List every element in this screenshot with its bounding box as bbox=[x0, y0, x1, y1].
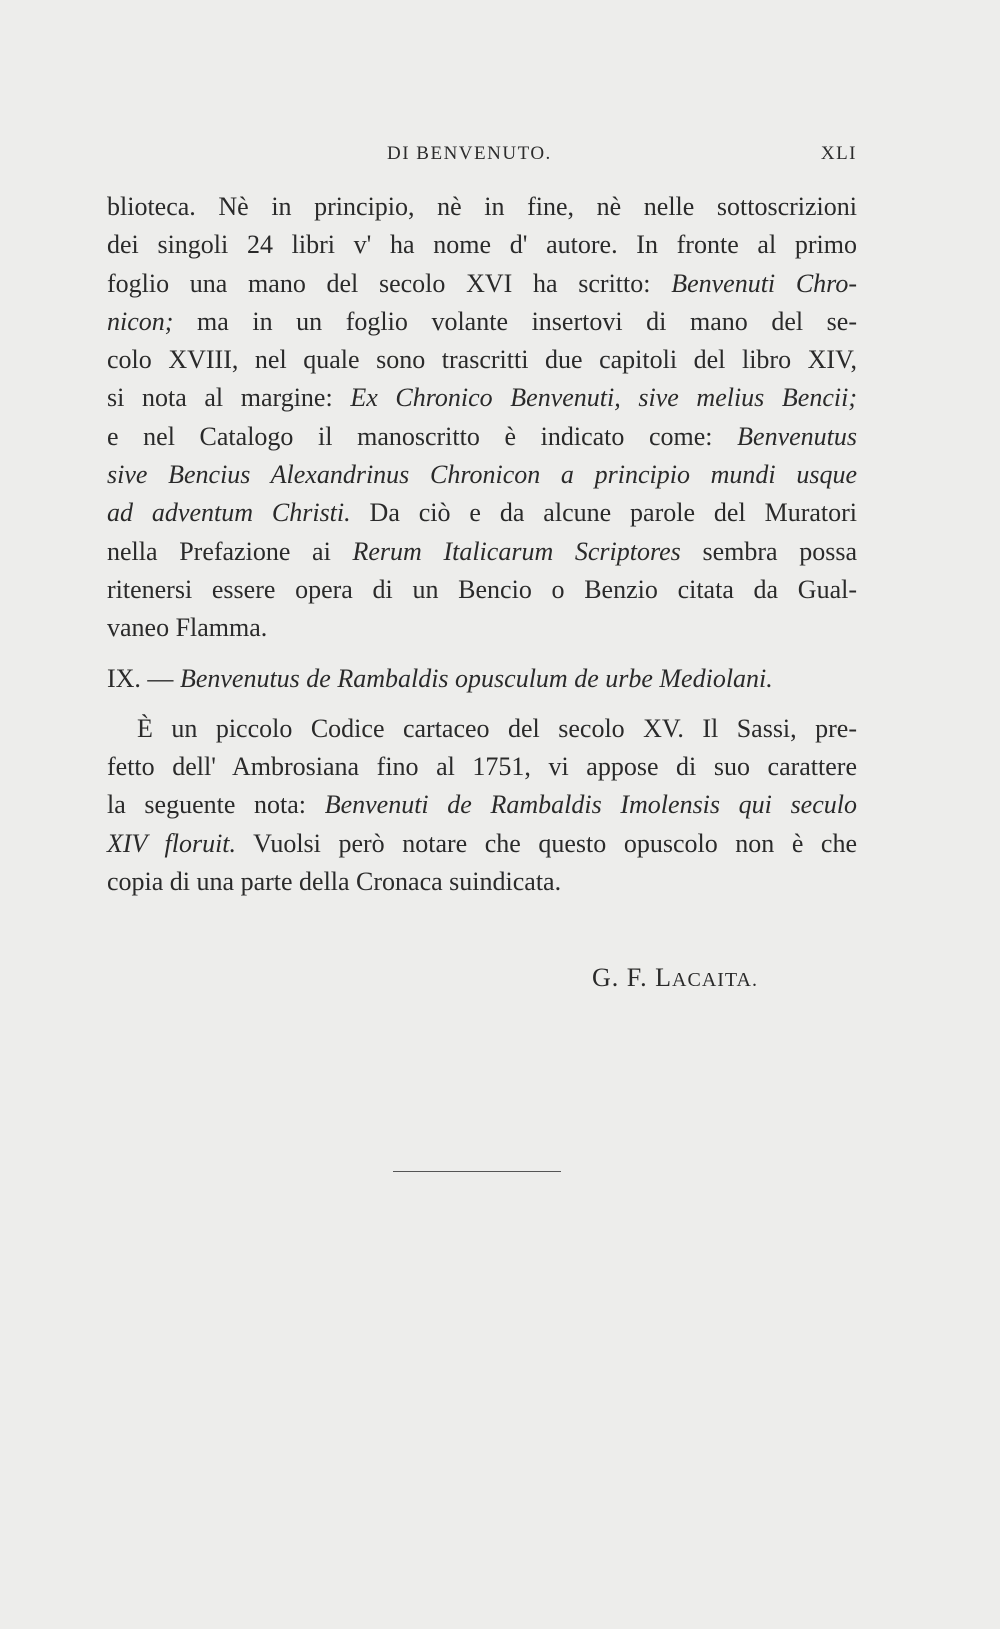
italic-run: XIV floruit. bbox=[107, 828, 237, 858]
italic-run: Benvenuti Chro- bbox=[671, 268, 857, 298]
text-run: si nota al margine: bbox=[107, 383, 351, 413]
text-line: fetto dell' Ambrosiana fino al 1751, vi appose di suo carattere bbox=[107, 752, 857, 782]
page-number: XLI bbox=[820, 143, 857, 164]
section-gap bbox=[107, 698, 857, 710]
italic-run: Benvenuti de Rambaldis Imolensis qui seculo bbox=[324, 790, 857, 820]
text-run: foglio una mano del secolo XVI ha scritto: bbox=[107, 268, 672, 298]
text-line bbox=[107, 418, 857, 456]
running-head bbox=[107, 143, 857, 167]
author-signature bbox=[592, 963, 758, 993]
section-title: Benvenutus de Rambaldis opusculum de urbe Mediolani. bbox=[179, 663, 773, 693]
text-line: copia di una parte della Cronaca suindicata. bbox=[107, 867, 562, 897]
italic-run: Ex Chronico Benvenuti, sive melius Bencii; bbox=[350, 383, 857, 413]
text-line bbox=[107, 379, 857, 417]
running-head-title: DI BENVENUTO. bbox=[387, 143, 552, 164]
text-line bbox=[107, 303, 857, 341]
signature-small-caps: ACAITA. bbox=[672, 969, 758, 991]
text-line bbox=[107, 456, 857, 494]
italic-run: Rerum Italicarum Scriptores bbox=[352, 536, 681, 566]
closing-rule bbox=[393, 1171, 561, 1172]
text-run: e nel Catalogo il manoscritto è indicato come: bbox=[107, 421, 738, 451]
text-line: ritenersi essere opera di un Bencio o Benzio citata da Gual- bbox=[107, 574, 857, 604]
section-heading bbox=[107, 660, 857, 698]
text-line: vaneo Flamma. bbox=[107, 613, 268, 643]
signature-initials: G. F. L bbox=[592, 963, 673, 992]
text-line: colo XVIII, nel quale sono trascritti due capitoli del libro XIV, bbox=[107, 345, 857, 375]
section-number: IX. — bbox=[107, 663, 180, 693]
italic-run: Benvenutus bbox=[737, 421, 857, 451]
text-run: nella Prefazione ai bbox=[107, 536, 353, 566]
text-line bbox=[107, 786, 857, 824]
text-run: Vuolsi però notare che questo opuscolo non è che bbox=[236, 828, 858, 858]
text-line bbox=[107, 825, 857, 863]
text-line: blioteca. Nè in principio, nè in fine, nè nelle sottoscrizioni bbox=[107, 192, 857, 221]
italic-run: sive Bencius Alexandrinus Chronicon a principio mundi usque bbox=[107, 460, 857, 490]
section-gap bbox=[107, 648, 857, 660]
text-run: sembra possa bbox=[680, 536, 858, 566]
text-run: Da ciò e da alcune parole del Muratori bbox=[350, 498, 857, 528]
text-line bbox=[107, 265, 857, 303]
italic-run: ad adventum Christi. bbox=[107, 498, 351, 528]
text-run: la seguente nota: bbox=[107, 790, 325, 820]
text-line: dei singoli 24 libri v' ha nome d' autore. In fronte al primo bbox=[107, 230, 857, 260]
body-text bbox=[107, 188, 857, 901]
text-line bbox=[107, 494, 857, 532]
text-line bbox=[107, 533, 857, 571]
text-line: È un piccolo Codice cartaceo del secolo XV. Il Sassi, pre- bbox=[137, 713, 857, 743]
text-run: ma in un foglio volante insertovi di mano del se- bbox=[173, 306, 857, 336]
italic-run: nicon; bbox=[107, 306, 174, 336]
